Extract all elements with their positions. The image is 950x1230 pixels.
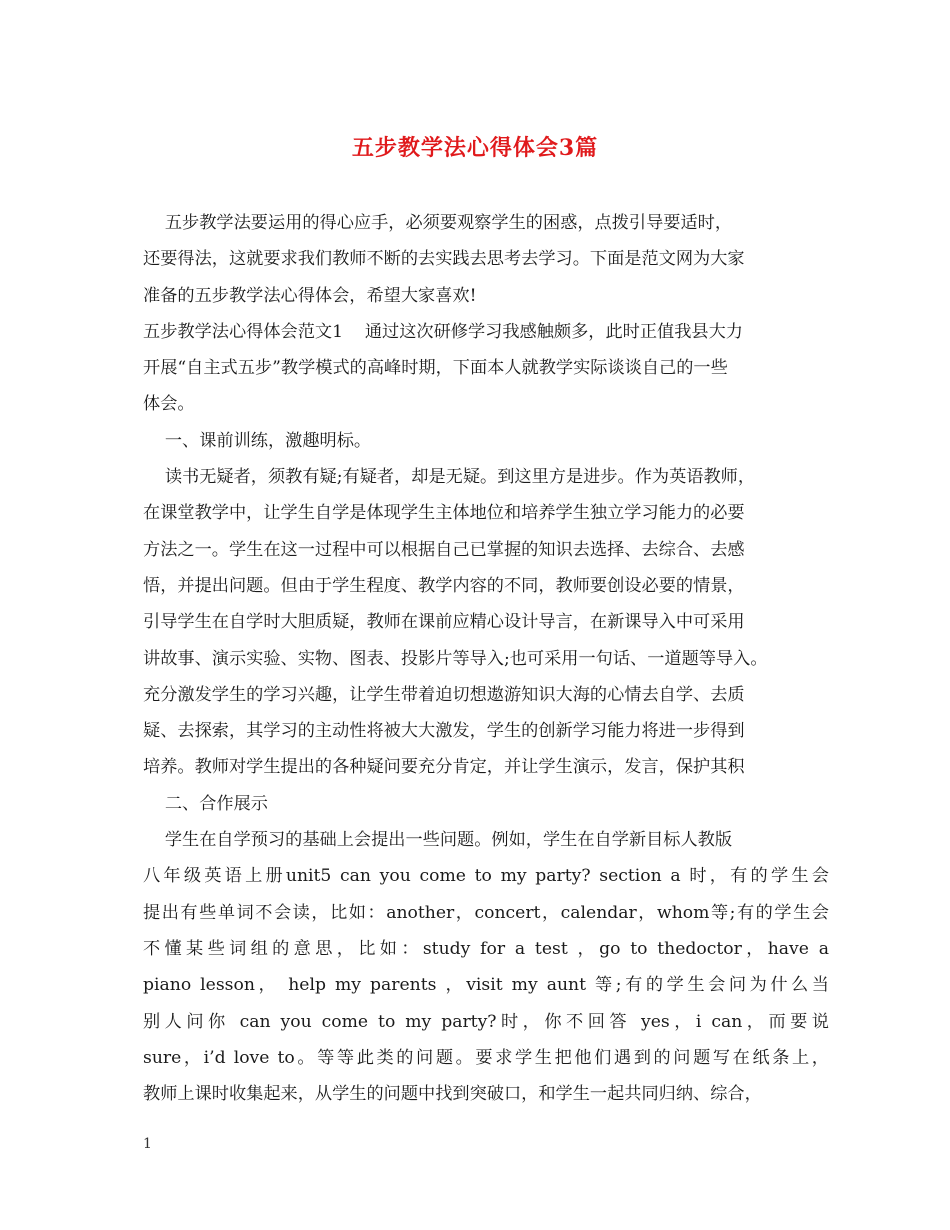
text-line: 五步教学法要运用的得心应手，必须要观察学生的困惑，点拨引导要适时， bbox=[143, 213, 733, 233]
text-line: 在课堂教学中，让学生自学是体现学生主体地位和培养学生独立学习能力的必要 bbox=[143, 503, 745, 524]
text-line: 不懂某些词组的意思，比如：study for a test ，go to thedoctor，have a bbox=[143, 938, 829, 959]
text-line: 五步教学法心得体会范文1 通过这次研修学习我感触颇多，此时正值我县大力 bbox=[143, 321, 743, 342]
text-line: 体会。 bbox=[143, 394, 195, 415]
text-line: 读书无疑者，须教有疑;有疑者，却是无疑。到这里方是进步。作为英语教师， bbox=[143, 467, 756, 488]
text-line: 讲故事、演示实验、实物、图表、投影片等导入;也可采用一句话、一道题等导入。 bbox=[143, 648, 768, 669]
page-number: 1 bbox=[143, 1136, 152, 1152]
section-heading: 二、合作展示 bbox=[143, 793, 268, 814]
text-line: 悟，并提出问题。但由于学生程度、教学内容的不同，教师要创设必要的情景， bbox=[143, 575, 745, 596]
text-line: 培养。教师对学生提出的各种疑问要充分肯定，并让学生演示，发言，保护其积 bbox=[143, 757, 745, 778]
text-line: 疑、去探索，其学习的主动性将被大大激发，学生的创新学习能力将进一步得到 bbox=[143, 721, 745, 742]
text-line: 学生在自学预习的基础上会提出一些问题。例如，学生在自学新目标人教版 bbox=[143, 830, 733, 851]
section-heading: 一、课前训练，激趣明标。 bbox=[143, 430, 372, 451]
text-line: 引导学生在自学时大胆质疑，教师在课前应精心设计导言，在新课导入中可采用 bbox=[143, 612, 745, 633]
text-line: 教师上课时收集起来，从学生的问题中找到突破口，和学生一起共同归纳、综合， bbox=[143, 1084, 762, 1105]
text-line: piano lesson， help my parents ，visit my aunt 等;有的学生会问为什么当 bbox=[143, 975, 829, 996]
text-line: 还要得法，这就要求我们教师不断的去实践去思考去学习。下面是范文网为大家 bbox=[143, 249, 745, 270]
text-line: 开展“自主式五步”教学模式的高峰时期，下面本人就教学实际谈谈自己的一些 bbox=[143, 358, 728, 379]
text-line: 充分激发学生的学习兴趣，让学生带着迫切想遨游知识大海的心情去自学、去质 bbox=[143, 684, 745, 705]
text-line: 准备的五步教学法心得体会，希望大家喜欢! bbox=[143, 285, 477, 306]
page-title: 五步教学法心得体会3篇 bbox=[351, 135, 599, 161]
text-line: 八年级英语上册unit5 can you come to my party? section a 时，有的学生会 bbox=[143, 866, 829, 887]
document-body bbox=[143, 205, 829, 1112]
text-line: sure，i’d love to。等等此类的问题。要求学生把他们遇到的问题写在纸条上， bbox=[143, 1047, 829, 1068]
text-line: 提出有些单词不会读，比如：another，concert，calendar，whom等;有的学生会 bbox=[143, 902, 829, 923]
text-line: 方法之一。学生在这一过程中可以根据自己已掌握的知识去选择、去综合、去感 bbox=[143, 539, 745, 560]
text-line: 别人问你 can you come to my party?时，你不回答 yes，i can，而要说 bbox=[143, 1011, 829, 1032]
